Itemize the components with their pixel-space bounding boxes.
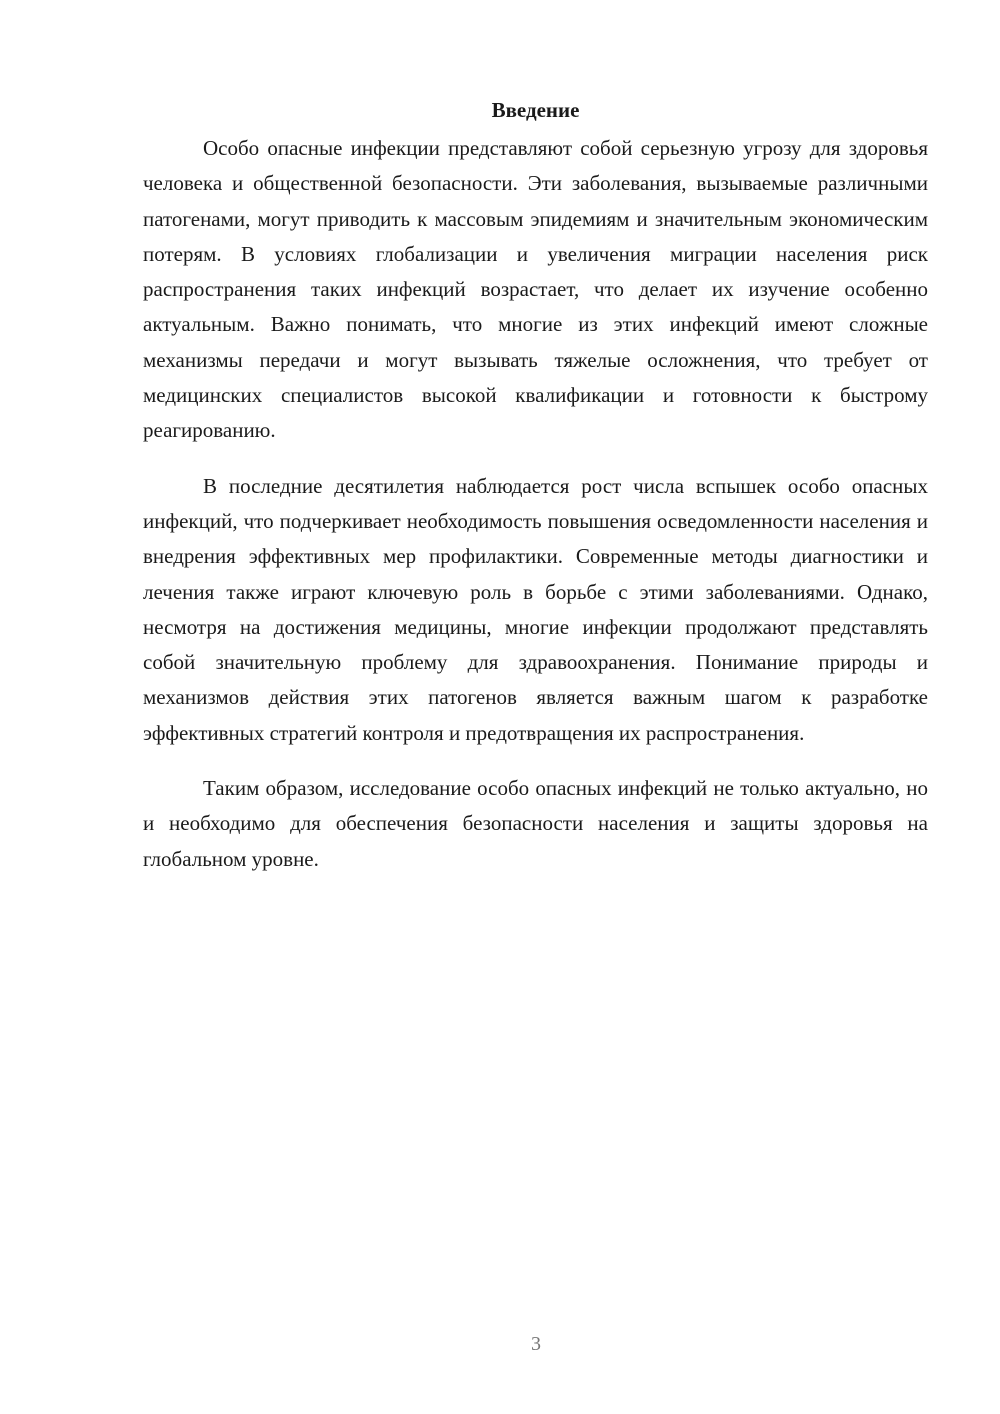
page-number: 3 (531, 1333, 541, 1355)
paragraph-2: В последние десятилетия наблюдается рост числа вспышек особо опасных инфекций, что подчеркивает необходимость повышения осведомленности населения и внедрения эффективных мер профилактики. Современные методы диагностики и лечения также играют ключевую роль в борьбе с этими заболеваниями. Однако, несмотря на достижения медицины, многие инфекции продолжают представлять собой значительную проблему для здравоохранения. Понимание природы и механизмов действия этих патогенов является важным шагом к разработке эффективных стратегий контроля и предотвращения их распространения. (143, 473, 928, 745)
document-body (143, 92, 928, 877)
paragraph-1: Особо опасные инфекции представляют собой серьезную угрозу для здоровья человека и общественной безопасности. Эти заболевания, вызываемые различными патогенами, могут приводить к массовым эпидемиям и значительным экономическим потерям. В условиях глобализации и увеличения миграции населения риск распространения таких инфекций возрастает, что делает их изучение особенно актуальным. Важно понимать, что многие из этих инфекций имеют сложные механизмы передачи и могут вызывать тяжелые осложнения, что требует от медицинских специалистов высокой квалификации и готовности к быстрому реагированию. (143, 136, 928, 443)
paragraph-3: Таким образом, исследование особо опасных инфекций не только актуально, но и необходимо для обеспечения безопасности населения и защиты здоровья на глобальном уровне. (143, 776, 928, 871)
section-heading: Введение (491, 98, 580, 122)
